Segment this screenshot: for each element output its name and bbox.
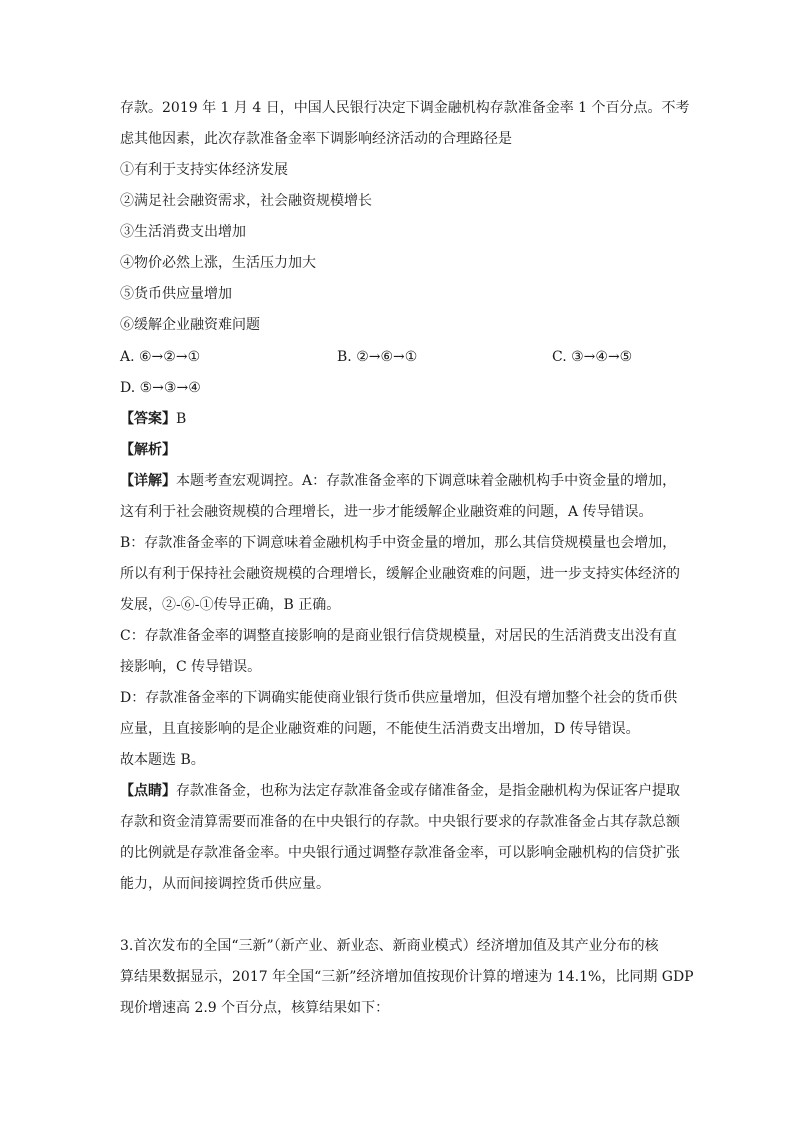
- question-3-line-1: 3.首次发布的全国“三新”（新产业、新业态、新商业模式）经济增加值及其产业分布的核: [120, 938, 659, 954]
- detail-label: 【详解】: [120, 473, 176, 489]
- question-stem-line-1: 存款。2019 年 1 月 4 日，中国人民银行决定下调金融机构存款准备金率 1 个百分点。不考: [120, 100, 690, 116]
- option-b: B. ②→⑥→①: [337, 349, 418, 365]
- analysis-label: 【解析】: [120, 442, 176, 458]
- answer-line: [120, 409, 186, 429]
- detail-line: 所以有利于保持社会融资规模的合理增长，缓解企业融资难的问题，进一步支持实体经济的: [120, 566, 680, 582]
- list-item: ①有利于支持实体经济发展: [120, 162, 288, 178]
- question-3-line-3: 现价增速高 2.9 个百分点，核算结果如下：: [120, 1000, 390, 1016]
- list-item: ⑥缓解企业融资难问题: [120, 317, 260, 333]
- note-line: 能力，从而间接调控货币供应量。: [120, 876, 330, 892]
- answer-value: B: [176, 411, 187, 427]
- list-item: ④物价必然上涨，生活压力加大: [120, 255, 316, 271]
- conclusion-line: 故本题选 B。: [120, 752, 205, 768]
- detail-text: 本题考查宏观调控。A：存款准备金率的下调意味着金融机构手中资金量的增加，: [176, 473, 677, 489]
- detail-line: 接影响，C 传导错误。: [120, 659, 262, 675]
- note-label: 【点睛】: [120, 783, 176, 799]
- detail-line: 这有利于社会融资规模的合理增长，进一步才能缓解企业融资难的问题，A 传导错误。: [120, 504, 653, 520]
- detail-line: C：存款准备金率的调整直接影响的是商业银行信贷规模量，对居民的生活消费支出没有直: [120, 628, 677, 644]
- option-d: D. ⑤→③→④: [120, 380, 201, 396]
- answer-label: 【答案】: [120, 411, 176, 427]
- answer-options: [120, 347, 680, 367]
- question-3-line-2: 算结果数据显示，2017 年全国“三新”经济增加值按现价计算的增速为 14.1%，比同期 GDP: [120, 969, 694, 985]
- detail-line-1: [120, 471, 676, 491]
- note-line-1: [120, 781, 680, 801]
- note-line: 存款和资金清算需要而准备的在中央银行的存款。中央银行要求的存款准备金占其存款总额: [120, 814, 680, 830]
- option-a: A. ⑥→②→①: [120, 349, 201, 365]
- note-text: 存款准备金，也称为法定存款准备金或存储准备金，是指金融机构为保证客户提取: [176, 783, 680, 799]
- question-stem-line-2: 虑其他因素，此次存款准备金率下调影响经济活动的合理路径是: [120, 131, 512, 147]
- option-c: C. ③→④→⑤: [552, 349, 633, 365]
- detail-line: D：存款准备金率的下调确实能使商业银行货币供应量增加，但没有增加整个社会的货币供: [120, 690, 678, 706]
- detail-line: 发展，②-⑥-①传导正确，B 正确。: [120, 597, 341, 613]
- detail-line: 应量，且直接影响的是企业融资难的问题，不能使生活消费支出增加，D 传导错误。: [120, 721, 640, 737]
- detail-line: B：存款准备金率的下调意味着金融机构手中资金量的增加，那么其信贷规模量也会增加，: [120, 535, 677, 551]
- list-item: ②满足社会融资需求，社会融资规模增长: [120, 193, 372, 209]
- list-item: ⑤货币供应量增加: [120, 286, 232, 302]
- list-item: ③生活消费支出增加: [120, 224, 246, 240]
- note-line: 的比例就是存款准备金率。中央银行通过调整存款准备金率，可以影响金融机构的信贷扩张: [120, 845, 680, 861]
